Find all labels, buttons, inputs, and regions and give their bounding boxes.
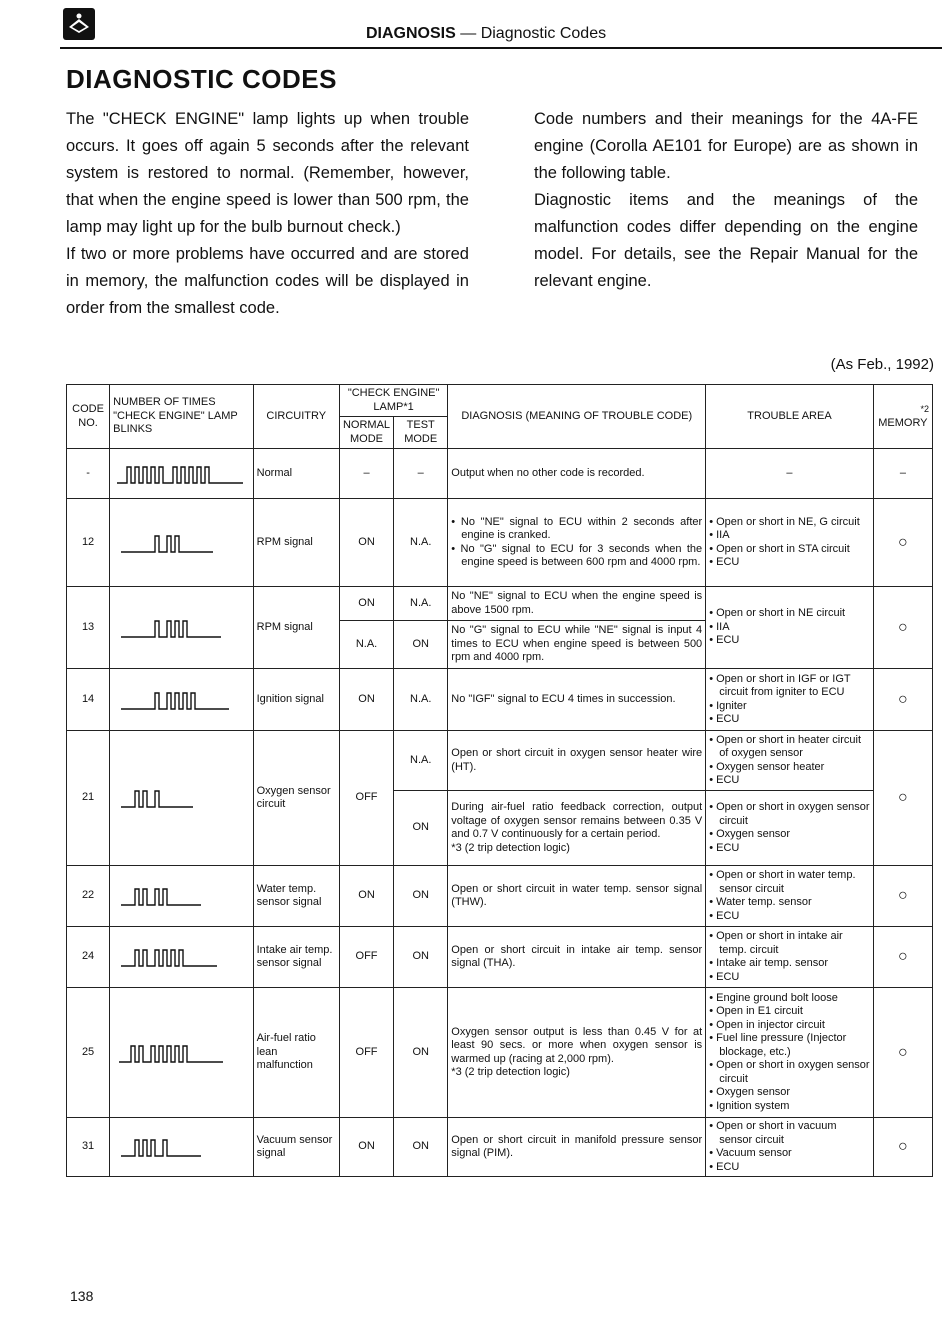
test-mode-cell: ON xyxy=(394,988,448,1118)
blink-pattern-cell xyxy=(110,449,253,499)
circuit-cell: Air-fuel ratio lean malfunction xyxy=(253,988,339,1118)
memory-cell: – xyxy=(873,449,932,499)
blink-pattern-24-icon xyxy=(113,944,248,970)
blink-pattern-12-icon xyxy=(113,530,248,556)
memory-cell: ○ xyxy=(873,587,932,669)
table-row xyxy=(67,587,933,621)
trouble-item: • IIA xyxy=(709,621,870,635)
diagnosis-cell xyxy=(448,499,706,587)
trouble-item: • Oxygen sensor xyxy=(709,1086,870,1100)
table-row xyxy=(67,988,933,1118)
code-cell: 31 xyxy=(67,1118,110,1177)
running-header xyxy=(366,25,606,43)
trouble-item: • Ignition system xyxy=(709,1100,870,1114)
header-memory xyxy=(873,385,932,449)
diagnosis-text: During air-fuel ratio feedback correction, output voltage of oxygen sensor remains between 0.35 V and 0.7 V continuously for a certain period. xyxy=(451,801,703,840)
trouble-item: • ECU xyxy=(709,556,870,570)
table-row xyxy=(67,499,933,587)
blink-pattern-22-icon xyxy=(113,883,248,909)
diagnosis-item: • No "NE" signal to ECU within 2 seconds after engine is cranked. xyxy=(451,516,702,543)
code-cell: 25 xyxy=(67,988,110,1118)
trouble-item: • Open or short in oxygen sensor circuit xyxy=(709,801,870,828)
header-section: DIAGNOSIS xyxy=(366,25,456,42)
trouble-item: • Open or short in NE circuit xyxy=(709,607,870,621)
test-mode-cell: ON xyxy=(394,1118,448,1177)
trouble-item: • Oxygen sensor heater xyxy=(709,761,870,775)
trouble-item: • Open or short in intake air temp. circuit xyxy=(709,930,870,957)
blink-pattern-14-icon xyxy=(113,687,248,713)
code-cell: 13 xyxy=(67,587,110,669)
page-number: 138 xyxy=(70,1288,94,1304)
circuit-cell: Vacuum sensor signal xyxy=(253,1118,339,1177)
diagnosis-text: Oxygen sensor output is less than 0.45 V for at least 90 secs. or more when oxygen sensor is warmed up (racing at 2,000 rpm). xyxy=(451,1025,703,1065)
blink-pattern-normal-icon xyxy=(113,461,248,487)
blink-pattern-cell xyxy=(110,866,253,927)
circuit-cell: Intake air temp. sensor signal xyxy=(253,927,339,988)
code-cell: 12 xyxy=(67,499,110,587)
normal-mode-cell: ON xyxy=(339,499,393,587)
diagnosis-cell: Open or short circuit in oxygen sensor heater wire (HT). xyxy=(448,731,706,791)
circuit-cell: Oxygen sensor circuit xyxy=(253,731,339,866)
trouble-item: • IIA xyxy=(709,529,870,543)
diagnosis-cell: No "G" signal to ECU while "NE" signal is input 4 times to ECU when engine speed is between 500 rpm and 4000 rpm. xyxy=(448,621,706,669)
blink-pattern-cell xyxy=(110,927,253,988)
blink-pattern-cell xyxy=(110,731,253,866)
test-mode-cell: N.A. xyxy=(394,731,448,791)
table-row xyxy=(67,1118,933,1177)
trouble-area-cell xyxy=(706,791,874,866)
trouble-area-cell xyxy=(706,587,874,669)
trouble-item: • Open in injector circuit xyxy=(709,1019,870,1033)
table-row xyxy=(67,669,933,731)
header-rule xyxy=(60,47,942,49)
diagnosis-cell xyxy=(448,988,706,1118)
trouble-area-cell xyxy=(706,499,874,587)
header-normal-mode: NORMAL MODE xyxy=(339,417,393,449)
trouble-area-cell xyxy=(706,988,874,1118)
trouble-item: • Open or short in vacuum sensor circuit xyxy=(709,1120,870,1147)
blink-pattern-cell xyxy=(110,499,253,587)
normal-mode-cell: ON xyxy=(339,866,393,927)
diagnosis-cell: Open or short circuit in intake air temp. sensor signal (THA). xyxy=(448,927,706,988)
diagnosis-cell xyxy=(448,791,706,866)
test-mode-cell: ON xyxy=(394,927,448,988)
page-title: DIAGNOSTIC CODES xyxy=(66,64,337,94)
header-memory-label: MEMORY xyxy=(878,416,928,429)
trouble-item: • ECU xyxy=(709,842,870,856)
blink-pattern-13-icon xyxy=(113,615,248,641)
trouble-item: • Engine ground bolt loose xyxy=(709,992,870,1006)
trouble-item: • Open or short in NE, G circuit xyxy=(709,516,870,530)
trouble-item: • Intake air temp. sensor xyxy=(709,957,870,971)
diagnostic-codes-table xyxy=(66,384,933,1177)
intro-paragraph: The "CHECK ENGINE" lamp lights up when trouble occurs. It goes off again 5 seconds after the relevant system is restored to normal. (Remember, however, that when the engine speed is lower than 500 rpm, the lamp may light up for the bulb burnout check.) xyxy=(66,110,469,236)
trouble-item: • Open or short in water temp. sensor circuit xyxy=(709,869,870,896)
trouble-area-cell xyxy=(706,731,874,791)
normal-mode-cell: OFF xyxy=(339,988,393,1118)
blink-pattern-21-icon xyxy=(113,785,248,811)
header-trouble-area: TROUBLE AREA xyxy=(706,385,874,449)
normal-mode-cell: N.A. xyxy=(339,621,393,669)
memory-footnote-mark: *2 xyxy=(920,404,929,414)
trouble-item: • ECU xyxy=(709,971,870,985)
test-mode-cell: N.A. xyxy=(394,669,448,731)
diagnosis-cell: No "IGF" signal to ECU 4 times in succession. xyxy=(448,669,706,731)
table-header-row xyxy=(67,385,933,417)
header-lamp: "CHECK ENGINE" LAMP*1 xyxy=(339,385,447,417)
code-cell: 24 xyxy=(67,927,110,988)
trouble-area-cell xyxy=(706,669,874,731)
table-row xyxy=(67,449,933,499)
memory-cell: ○ xyxy=(873,1118,932,1177)
trouble-item: • Open or short in oxygen sensor circuit xyxy=(709,1059,870,1086)
diagnosis-footnote: *3 (2 trip detection logic) xyxy=(451,1066,570,1078)
diagnosis-cell: Open or short circuit in water temp. sensor signal (THW). xyxy=(448,866,706,927)
header-diagnosis: DIAGNOSIS (MEANING OF TROUBLE CODE) xyxy=(448,385,706,449)
blink-pattern-cell xyxy=(110,1118,253,1177)
trouble-item: • Oxygen sensor xyxy=(709,828,870,842)
code-cell: 22 xyxy=(67,866,110,927)
memory-cell: ○ xyxy=(873,988,932,1118)
normal-mode-cell: OFF xyxy=(339,927,393,988)
memory-cell: ○ xyxy=(873,866,932,927)
table-row xyxy=(67,866,933,927)
test-mode-cell: ON xyxy=(394,866,448,927)
normal-mode-cell: OFF xyxy=(339,731,393,866)
header-circuitry: CIRCUITRY xyxy=(253,385,339,449)
trouble-item: • Fuel line pressure (Injector blockage, etc.) xyxy=(709,1032,870,1059)
circuit-cell: Ignition signal xyxy=(253,669,339,731)
intro-right-column xyxy=(534,106,918,295)
circuit-cell: RPM signal xyxy=(253,587,339,669)
circuit-cell: Water temp. sensor signal xyxy=(253,866,339,927)
trouble-item: • Open or short in IGF or IGT circuit from igniter to ECU xyxy=(709,673,870,700)
table-row xyxy=(67,731,933,791)
diagnosis-cell: Output when no other code is recorded. xyxy=(448,449,706,499)
intro-left-column xyxy=(66,106,469,322)
trouble-item: • Igniter xyxy=(709,700,870,714)
blink-pattern-cell xyxy=(110,669,253,731)
table-row xyxy=(67,927,933,988)
code-cell: - xyxy=(67,449,110,499)
test-mode-cell: – xyxy=(394,449,448,499)
header-subsection: — Diagnostic Codes xyxy=(455,25,607,42)
circuit-cell: RPM signal xyxy=(253,499,339,587)
blink-pattern-cell xyxy=(110,587,253,669)
blink-pattern-31-icon xyxy=(113,1134,248,1160)
circuit-cell: Normal xyxy=(253,449,339,499)
test-mode-cell: N.A. xyxy=(394,499,448,587)
trouble-item: • ECU xyxy=(709,634,870,648)
trouble-item: • ECU xyxy=(709,713,870,727)
test-mode-cell: ON xyxy=(394,791,448,866)
trouble-item: • ECU xyxy=(709,910,870,924)
diagnosis-footnote: *3 (2 trip detection logic) xyxy=(451,841,570,854)
blink-pattern-cell xyxy=(110,988,253,1118)
memory-cell: ○ xyxy=(873,499,932,587)
memory-cell: ○ xyxy=(873,669,932,731)
memory-cell: ○ xyxy=(873,731,932,866)
diagnosis-cell: No "NE" signal to ECU when the engine speed is above 1500 rpm. xyxy=(448,587,706,621)
trouble-item: • Water temp. sensor xyxy=(709,896,870,910)
trouble-area-cell xyxy=(706,866,874,927)
blink-pattern-25-icon xyxy=(113,1040,248,1066)
trouble-item: • Open or short in STA circuit xyxy=(709,543,870,557)
memory-cell: ○ xyxy=(873,927,932,988)
trouble-area-cell xyxy=(706,927,874,988)
intro-paragraph: If two or more problems have occurred and are stored in memory, the malfunction codes will be displayed in order from the smallest code. xyxy=(66,245,469,317)
diagnosis-item: • No "G" signal to ECU for 3 seconds when the engine speed is between 600 rpm and 4000 rpm. xyxy=(451,543,702,570)
trouble-area-cell xyxy=(706,1118,874,1177)
trouble-area-cell: – xyxy=(706,449,874,499)
header-test-mode: TEST MODE xyxy=(394,417,448,449)
normal-mode-cell: ON xyxy=(339,1118,393,1177)
trouble-item: • Vacuum sensor xyxy=(709,1147,870,1161)
header-code-no: CODE NO. xyxy=(67,385,110,449)
intro-paragraph: Diagnostic items and the meanings of the malfunction codes differ depending on the engine model. For details, see the Repair Manual for the relevant engine. xyxy=(534,191,918,290)
trouble-item: • ECU xyxy=(709,774,870,788)
test-mode-cell: N.A. xyxy=(394,587,448,621)
normal-mode-cell: ON xyxy=(339,587,393,621)
test-mode-cell: ON xyxy=(394,621,448,669)
normal-mode-cell: – xyxy=(339,449,393,499)
toyota-manual-logo-icon xyxy=(63,8,95,40)
as-of-date: (As Feb., 1992) xyxy=(830,356,934,373)
diagnosis-cell: Open or short circuit in manifold pressure sensor signal (PIM). xyxy=(448,1118,706,1177)
code-cell: 14 xyxy=(67,669,110,731)
trouble-item: • ECU xyxy=(709,1161,870,1175)
trouble-item: • Open or short in heater circuit of oxygen sensor xyxy=(709,734,870,761)
intro-paragraph: Code numbers and their meanings for the 4A-FE engine (Corolla AE101 for Europe) are as shown in the following table. xyxy=(534,110,918,182)
normal-mode-cell: ON xyxy=(339,669,393,731)
trouble-item: • Open in E1 circuit xyxy=(709,1005,870,1019)
code-cell: 21 xyxy=(67,731,110,866)
header-blinks: NUMBER OF TIMES "CHECK ENGINE" LAMP BLINKS xyxy=(110,385,253,449)
